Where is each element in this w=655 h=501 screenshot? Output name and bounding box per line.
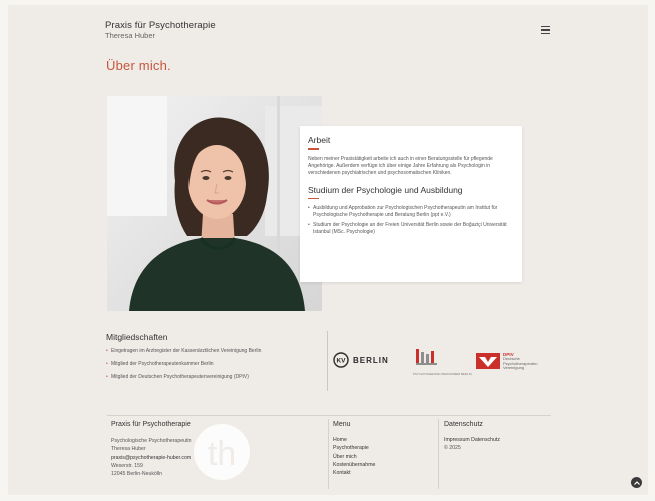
study-heading: Studium der Psychologie und Ausbildung	[308, 184, 463, 195]
memberships-heading: Mitgliedschaften	[106, 332, 168, 342]
page	[8, 5, 648, 495]
footer-link-kontakt[interactable]: Kontakt	[333, 470, 351, 477]
footer-email-link[interactable]: praxis@psychotherapie-huber.com	[111, 454, 192, 461]
kv-logo-text: BERLIN	[353, 355, 389, 365]
scroll-to-top-button[interactable]	[631, 477, 642, 488]
dptv-name-line: Vereinigung	[503, 365, 525, 370]
footer-line: Psychologische Psychotherapeutin	[111, 438, 192, 444]
dptv-logo[interactable]	[476, 352, 537, 371]
memberships-list	[106, 348, 261, 387]
footer-divider	[107, 415, 551, 416]
footer-link-home[interactable]: Home	[333, 437, 347, 443]
footer-privacy-heading: Datenschutz	[444, 421, 483, 428]
dptv-name-line: Psychotherapeuten	[503, 360, 538, 366]
work-heading: Arbeit	[308, 135, 331, 145]
dptv-name-line: Deutsche	[503, 356, 520, 361]
footer-link-psychotherapie[interactable]: Psychotherapie	[333, 445, 369, 452]
list-item: • Mitglied der Psychotherapeutenkammer Berlin	[106, 361, 261, 367]
footer-menu	[333, 436, 375, 477]
ptk-caption: PSYCHOTHERAPEUTENKAMMER BERLIN	[413, 372, 472, 376]
dptv-abbr: DPtV	[503, 352, 514, 357]
kv-berlin-logo[interactable]	[333, 352, 389, 368]
ptk-icon	[416, 349, 438, 369]
divider	[327, 331, 328, 391]
about-card	[300, 126, 522, 282]
site-brand[interactable]	[105, 20, 216, 40]
hamburger-menu-icon[interactable]	[541, 26, 550, 34]
footer-line: Theresa Huber	[111, 446, 146, 453]
page-title: Über mich.	[106, 58, 171, 73]
footer-menu-heading: Menu	[333, 421, 351, 428]
footer-line: 12045 Berlin-Neukölln	[111, 471, 163, 478]
list-item: • Mitglied der Deutschen Psychotherapeutenvereinigung (DPtV)	[106, 374, 261, 380]
footer-address	[111, 437, 191, 478]
dptv-icon	[476, 353, 500, 369]
heading-accent-line	[308, 148, 319, 150]
chevron-up-icon	[634, 481, 640, 485]
site-title[interactable]: Praxis für Psychotherapie	[105, 20, 216, 31]
svg-text:KV: KV	[336, 357, 346, 365]
th-watermark-logo	[193, 423, 251, 481]
footer-legal	[444, 436, 500, 453]
footer-link-impressum[interactable]: Impressum Datenschutz	[444, 437, 500, 443]
site-subtitle: Theresa Huber	[105, 31, 156, 40]
portrait-photo	[107, 96, 322, 311]
footer-practice-heading: Praxis für Psychotherapie	[111, 421, 191, 428]
footer-copyright: © 2025	[444, 445, 461, 452]
work-text: Neben meiner Praxistätigkeit arbeite ich auch in einer Beratungsstelle für pflegende Angehörige. Außerdem verfüge ich über einige Jahre Erfahrung als Psychologin in verschiedenen psychiatrischen und psychosomatischen Kliniken.	[308, 155, 493, 176]
list-item: • Studium der Psychologie an der Freien Universität Berlin sowie der Boğaziçi Universität Istanbul (MSc. Psychologie)	[308, 222, 514, 236]
footer-link-kostenuebernahme[interactable]: Kostenübernahme	[333, 461, 376, 468]
footer-line: Weserstr. 159	[111, 462, 143, 469]
divider	[328, 419, 329, 489]
divider	[438, 419, 439, 489]
heading-accent-line	[308, 198, 319, 200]
study-list	[308, 205, 514, 236]
kv-icon	[333, 352, 349, 368]
list-item: • Ausbildung und Approbation zur Psychologischen Psychotherapeutin am Institut für Psychologische Psychotherapie und Beratung Berlin (ppt e.V.)	[308, 205, 514, 219]
footer-link-ueber-mich[interactable]: Über mich	[333, 453, 357, 460]
svg-text:th: th	[207, 435, 237, 473]
list-item: • Eingetragen im Arztregister der Kassenärztlichen Vereinigung Berlin	[106, 348, 261, 354]
psychotherapeutenkammer-logo[interactable]	[413, 349, 472, 377]
